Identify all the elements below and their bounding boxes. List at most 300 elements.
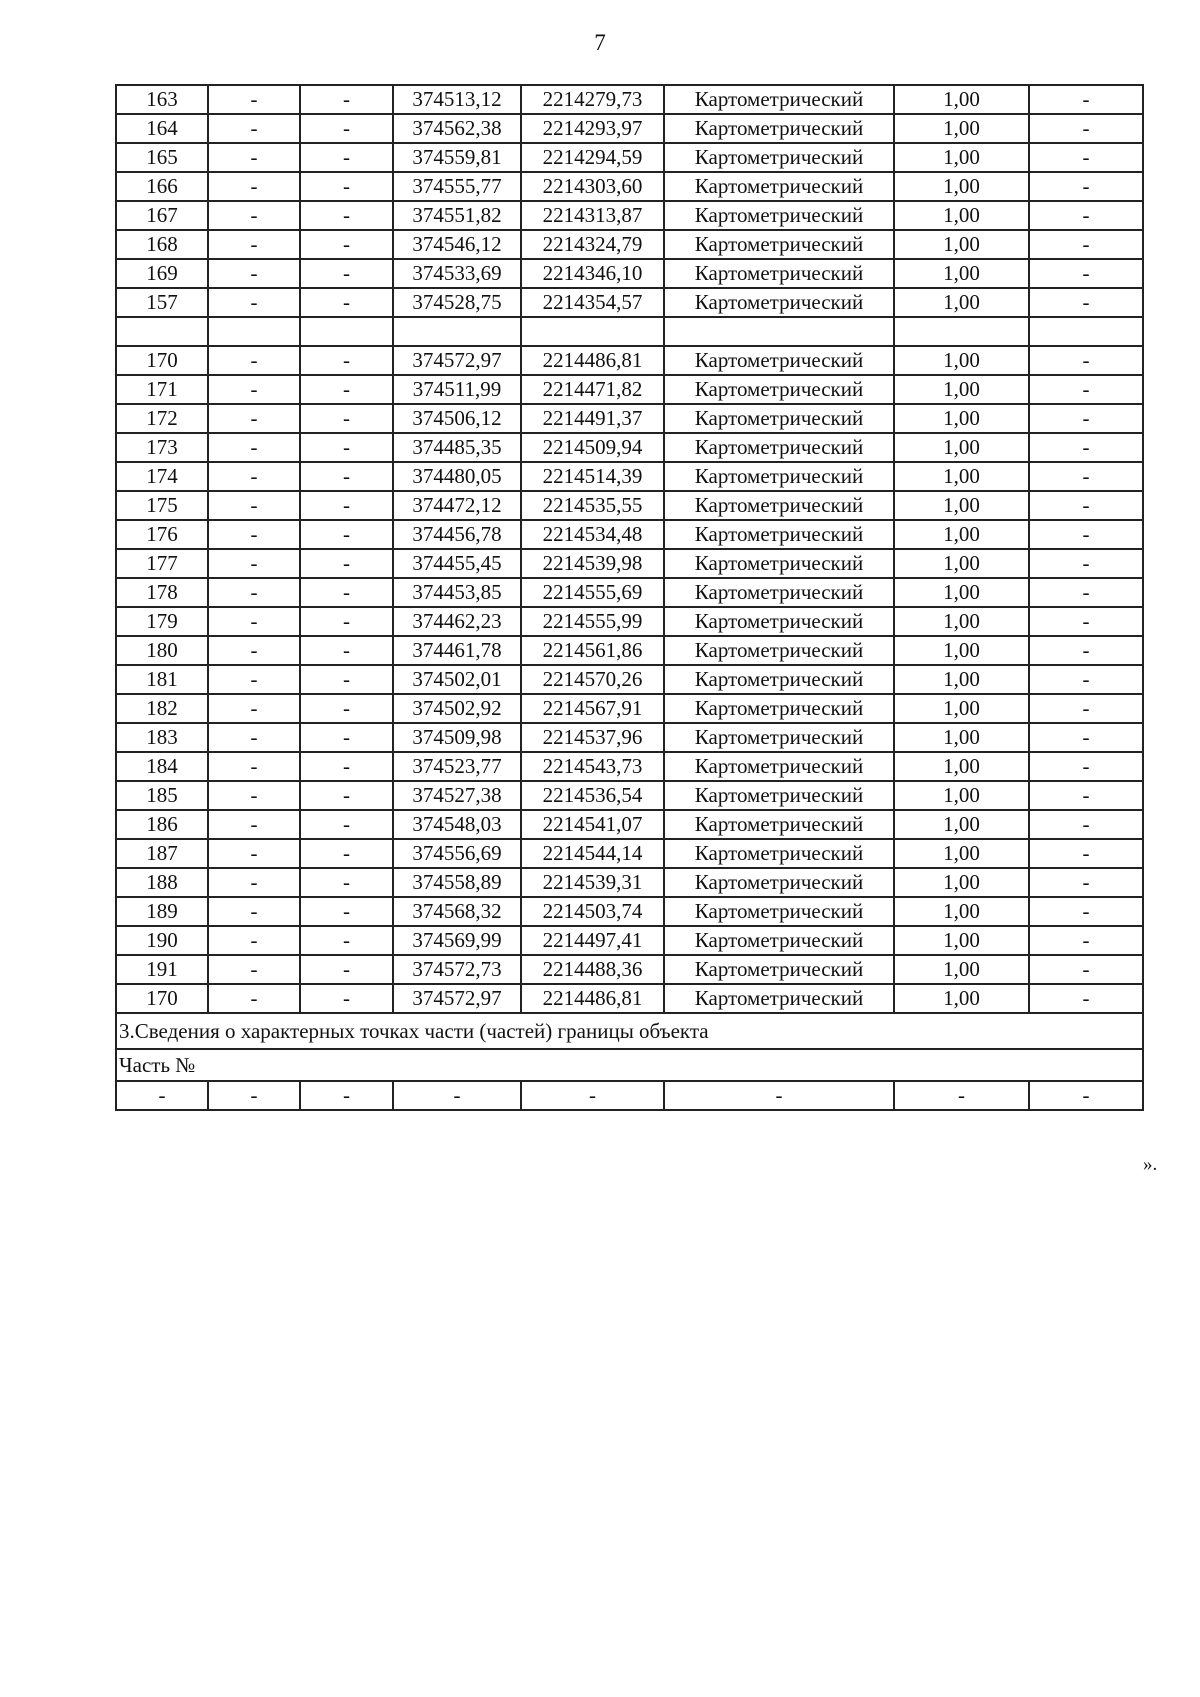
table-cell: - bbox=[208, 984, 300, 1013]
table-cell: 1,00 bbox=[894, 636, 1029, 665]
table-cell: - bbox=[208, 549, 300, 578]
table-cell: 374556,69 bbox=[393, 839, 521, 868]
table-cell: Картометрический bbox=[664, 375, 894, 404]
table-cell: 1,00 bbox=[894, 346, 1029, 375]
table-row bbox=[116, 839, 1143, 868]
table-cell: 374572,97 bbox=[393, 984, 521, 1013]
table-cell: 174 bbox=[116, 462, 208, 491]
table-cell: - bbox=[300, 607, 393, 636]
table-row bbox=[116, 752, 1143, 781]
table-cell: - bbox=[208, 897, 300, 926]
table-cell: 2214313,87 bbox=[521, 201, 664, 230]
table-cell: - bbox=[208, 636, 300, 665]
table-cell: 374453,85 bbox=[393, 578, 521, 607]
table-cell bbox=[300, 317, 393, 346]
table-cell: Картометрический bbox=[664, 85, 894, 114]
table-cell: 374569,99 bbox=[393, 926, 521, 955]
table-cell: - bbox=[1029, 868, 1143, 897]
table-cell: Картометрический bbox=[664, 114, 894, 143]
table-cell: 2214303,60 bbox=[521, 172, 664, 201]
table-cell: - bbox=[300, 549, 393, 578]
table-cell bbox=[664, 317, 894, 346]
table-cell: 1,00 bbox=[894, 462, 1029, 491]
table-cell: 374551,82 bbox=[393, 201, 521, 230]
table-cell: 173 bbox=[116, 433, 208, 462]
table-cell: - bbox=[208, 868, 300, 897]
table-cell: 1,00 bbox=[894, 607, 1029, 636]
table-cell: 2214534,48 bbox=[521, 520, 664, 549]
table-row bbox=[116, 810, 1143, 839]
table-cell: 188 bbox=[116, 868, 208, 897]
table-cell: - bbox=[1029, 346, 1143, 375]
table-cell: 374559,81 bbox=[393, 143, 521, 172]
table-cell: - bbox=[300, 578, 393, 607]
table-cell: - bbox=[1029, 143, 1143, 172]
table-cell: 374480,05 bbox=[393, 462, 521, 491]
table-cell: 177 bbox=[116, 549, 208, 578]
table-row bbox=[116, 723, 1143, 752]
table-cell: 2214543,73 bbox=[521, 752, 664, 781]
table-cell: - bbox=[300, 955, 393, 984]
table-cell: Картометрический bbox=[664, 694, 894, 723]
table-cell: - bbox=[1029, 230, 1143, 259]
table-row bbox=[116, 143, 1143, 172]
part-label-row bbox=[116, 1049, 1143, 1081]
points-block-2 bbox=[116, 346, 1143, 1013]
table-row bbox=[116, 288, 1143, 317]
table-cell: - bbox=[300, 375, 393, 404]
table-cell: 1,00 bbox=[894, 85, 1029, 114]
table-cell: 2214567,91 bbox=[521, 694, 664, 723]
table-cell: - bbox=[300, 404, 393, 433]
table-cell: - bbox=[1029, 404, 1143, 433]
table-cell: 2214497,41 bbox=[521, 926, 664, 955]
table-cell: 180 bbox=[116, 636, 208, 665]
table-cell: 1,00 bbox=[894, 810, 1029, 839]
page-number: 7 bbox=[594, 30, 606, 55]
table-cell: Картометрический bbox=[664, 810, 894, 839]
table-cell: - bbox=[894, 1081, 1029, 1110]
table-cell: - bbox=[208, 665, 300, 694]
table-cell: Картометрический bbox=[664, 607, 894, 636]
table-cell: Картометрический bbox=[664, 549, 894, 578]
table-row bbox=[116, 549, 1143, 578]
table-cell: 169 bbox=[116, 259, 208, 288]
table-cell: Картометрический bbox=[664, 781, 894, 810]
table-row bbox=[116, 491, 1143, 520]
table-cell: 1,00 bbox=[894, 172, 1029, 201]
table-cell: Картометрический bbox=[664, 346, 894, 375]
table-cell: - bbox=[521, 1081, 664, 1110]
table-cell: 374455,45 bbox=[393, 549, 521, 578]
table-cell: 2214509,94 bbox=[521, 433, 664, 462]
table-cell: Картометрический bbox=[664, 404, 894, 433]
table-cell: 2214354,57 bbox=[521, 288, 664, 317]
table-cell: Картометрический bbox=[664, 172, 894, 201]
table-row bbox=[116, 172, 1143, 201]
table-row bbox=[116, 984, 1143, 1013]
table-cell: 184 bbox=[116, 752, 208, 781]
table-cell: 1,00 bbox=[894, 520, 1029, 549]
table-cell: - bbox=[208, 201, 300, 230]
table-cell: 374572,97 bbox=[393, 346, 521, 375]
table-cell: - bbox=[208, 288, 300, 317]
table-cell: Картометрический bbox=[664, 491, 894, 520]
table-cell: 374511,99 bbox=[393, 375, 521, 404]
table-cell: 374472,12 bbox=[393, 491, 521, 520]
table-cell: - bbox=[300, 723, 393, 752]
table-cell: 374462,23 bbox=[393, 607, 521, 636]
table-cell: 374562,38 bbox=[393, 114, 521, 143]
table-cell: 178 bbox=[116, 578, 208, 607]
table-cell: - bbox=[300, 810, 393, 839]
table-cell: - bbox=[208, 346, 300, 375]
table-cell: Картометрический bbox=[664, 926, 894, 955]
table-cell: - bbox=[300, 288, 393, 317]
section-3-block bbox=[116, 1013, 1143, 1110]
table-cell: Картометрический bbox=[664, 897, 894, 926]
table-cell: - bbox=[208, 491, 300, 520]
table-row bbox=[116, 404, 1143, 433]
table-cell: 374461,78 bbox=[393, 636, 521, 665]
table-row bbox=[116, 868, 1143, 897]
table-cell: - bbox=[1029, 665, 1143, 694]
table-cell: - bbox=[1029, 897, 1143, 926]
points-block-1 bbox=[116, 85, 1143, 317]
table-cell: - bbox=[1029, 172, 1143, 201]
table-cell: - bbox=[1029, 839, 1143, 868]
table-cell: - bbox=[208, 433, 300, 462]
table-cell: - bbox=[1029, 955, 1143, 984]
table-cell: 374572,73 bbox=[393, 955, 521, 984]
table-cell: 374527,38 bbox=[393, 781, 521, 810]
table-cell: - bbox=[208, 810, 300, 839]
table-cell: - bbox=[208, 926, 300, 955]
table-cell: 2214555,69 bbox=[521, 578, 664, 607]
table-cell: Картометрический bbox=[664, 665, 894, 694]
table-cell: - bbox=[208, 462, 300, 491]
table-row bbox=[116, 926, 1143, 955]
table-cell: 374533,69 bbox=[393, 259, 521, 288]
table-cell: 190 bbox=[116, 926, 208, 955]
table-cell: 2214555,99 bbox=[521, 607, 664, 636]
table-cell: - bbox=[300, 752, 393, 781]
table-row bbox=[116, 462, 1143, 491]
table-cell: 191 bbox=[116, 955, 208, 984]
table-cell: - bbox=[300, 346, 393, 375]
table-row bbox=[116, 346, 1143, 375]
table-row bbox=[116, 85, 1143, 114]
table-cell: 2214561,86 bbox=[521, 636, 664, 665]
table-cell: - bbox=[1029, 375, 1143, 404]
table-cell: - bbox=[1029, 433, 1143, 462]
table-cell bbox=[521, 317, 664, 346]
table-cell: - bbox=[300, 114, 393, 143]
table-cell: 166 bbox=[116, 172, 208, 201]
table-cell: 374568,32 bbox=[393, 897, 521, 926]
table-cell: - bbox=[300, 143, 393, 172]
table-cell: - bbox=[208, 607, 300, 636]
table-cell: 374509,98 bbox=[393, 723, 521, 752]
table-row bbox=[116, 259, 1143, 288]
table-cell: - bbox=[208, 781, 300, 810]
table-cell: Картометрический bbox=[664, 520, 894, 549]
table-cell: 1,00 bbox=[894, 143, 1029, 172]
table-cell: 374548,03 bbox=[393, 810, 521, 839]
table-cell: - bbox=[300, 636, 393, 665]
table-cell: - bbox=[208, 955, 300, 984]
table-cell: Картометрический bbox=[664, 752, 894, 781]
table-cell: - bbox=[208, 1081, 300, 1110]
table-cell: - bbox=[208, 839, 300, 868]
table-cell: - bbox=[300, 984, 393, 1013]
table-cell: Картометрический bbox=[664, 839, 894, 868]
table-cell: - bbox=[1029, 462, 1143, 491]
table-cell: - bbox=[1029, 578, 1143, 607]
table-cell: - bbox=[208, 375, 300, 404]
table-cell: 164 bbox=[116, 114, 208, 143]
table-cell: 374558,89 bbox=[393, 868, 521, 897]
table-row bbox=[116, 201, 1143, 230]
table-cell: 186 bbox=[116, 810, 208, 839]
table-cell: - bbox=[208, 85, 300, 114]
table-cell: - bbox=[208, 694, 300, 723]
table-cell: 2214544,14 bbox=[521, 839, 664, 868]
table-cell: - bbox=[208, 230, 300, 259]
table-cell: 167 bbox=[116, 201, 208, 230]
table-cell bbox=[116, 317, 208, 346]
table-cell: - bbox=[1029, 114, 1143, 143]
table-cell: - bbox=[300, 259, 393, 288]
table-cell: 1,00 bbox=[894, 868, 1029, 897]
table-cell: 2214535,55 bbox=[521, 491, 664, 520]
table-cell: 176 bbox=[116, 520, 208, 549]
table-cell: 2214570,26 bbox=[521, 665, 664, 694]
table-cell: 2214541,07 bbox=[521, 810, 664, 839]
table-cell: - bbox=[1029, 926, 1143, 955]
table-cell: 1,00 bbox=[894, 897, 1029, 926]
table-cell: 374523,77 bbox=[393, 752, 521, 781]
table-cell: - bbox=[1029, 549, 1143, 578]
table-cell: - bbox=[300, 839, 393, 868]
table-cell: 1,00 bbox=[894, 578, 1029, 607]
table-cell bbox=[1029, 317, 1143, 346]
table-cell: Картометрический bbox=[664, 259, 894, 288]
table-cell: - bbox=[1029, 752, 1143, 781]
table-cell: 2214279,73 bbox=[521, 85, 664, 114]
table-cell: 1,00 bbox=[894, 781, 1029, 810]
table-cell: 374555,77 bbox=[393, 172, 521, 201]
table-cell: - bbox=[1029, 491, 1143, 520]
section-3-title: 3.Сведения о характерных точках части (частей) границы объекта bbox=[116, 1013, 1143, 1049]
table-cell: - bbox=[1029, 607, 1143, 636]
table-cell: - bbox=[300, 694, 393, 723]
table-cell: - bbox=[1029, 781, 1143, 810]
table-cell: - bbox=[300, 781, 393, 810]
table-cell: 170 bbox=[116, 346, 208, 375]
table-cell: 1,00 bbox=[894, 491, 1029, 520]
table-cell: 170 bbox=[116, 984, 208, 1013]
table-cell: 181 bbox=[116, 665, 208, 694]
table-cell: - bbox=[116, 1081, 208, 1110]
table-cell: 163 bbox=[116, 85, 208, 114]
table-cell: - bbox=[300, 665, 393, 694]
part-number-label: Часть № bbox=[116, 1049, 1143, 1081]
table-cell: - bbox=[1029, 259, 1143, 288]
table-cell: 1,00 bbox=[894, 839, 1029, 868]
table-cell: 2214539,98 bbox=[521, 549, 664, 578]
table-cell: 2214537,96 bbox=[521, 723, 664, 752]
table-row bbox=[116, 694, 1143, 723]
table-cell: - bbox=[300, 172, 393, 201]
table-cell: 374456,78 bbox=[393, 520, 521, 549]
table-cell: - bbox=[208, 404, 300, 433]
table-cell: 1,00 bbox=[894, 404, 1029, 433]
table-cell: - bbox=[1029, 810, 1143, 839]
table-row bbox=[116, 781, 1143, 810]
table-cell: 2214536,54 bbox=[521, 781, 664, 810]
table-cell: Картометрический bbox=[664, 955, 894, 984]
table-cell: - bbox=[300, 462, 393, 491]
table-row bbox=[116, 520, 1143, 549]
table-cell: 1,00 bbox=[894, 752, 1029, 781]
table-cell: - bbox=[300, 85, 393, 114]
table-row bbox=[116, 665, 1143, 694]
table-cell: - bbox=[1029, 85, 1143, 114]
table-row bbox=[116, 433, 1143, 462]
table-cell: Картометрический bbox=[664, 143, 894, 172]
separator-block bbox=[116, 317, 1143, 346]
table-cell: - bbox=[208, 520, 300, 549]
table-cell: 2214486,81 bbox=[521, 346, 664, 375]
table-cell: - bbox=[1029, 520, 1143, 549]
table-cell: 374506,12 bbox=[393, 404, 521, 433]
table-cell: 1,00 bbox=[894, 114, 1029, 143]
table-cell: Картометрический bbox=[664, 230, 894, 259]
table-cell: Картометрический bbox=[664, 288, 894, 317]
table-cell: 1,00 bbox=[894, 549, 1029, 578]
table-cell: 183 bbox=[116, 723, 208, 752]
table-cell: 182 bbox=[116, 694, 208, 723]
table-cell: Картометрический bbox=[664, 201, 894, 230]
table-cell: - bbox=[664, 1081, 894, 1110]
table-cell: 2214293,97 bbox=[521, 114, 664, 143]
table-cell: - bbox=[208, 723, 300, 752]
table-cell: - bbox=[300, 1081, 393, 1110]
table-cell: Картометрический bbox=[664, 984, 894, 1013]
table-cell: 171 bbox=[116, 375, 208, 404]
table-row bbox=[116, 636, 1143, 665]
table-cell: - bbox=[1029, 201, 1143, 230]
table-cell: 172 bbox=[116, 404, 208, 433]
table-cell: 2214488,36 bbox=[521, 955, 664, 984]
blank-separator-row bbox=[116, 317, 1143, 346]
table-cell: Картометрический bbox=[664, 462, 894, 491]
table-row bbox=[116, 607, 1143, 636]
table-cell: 2214346,10 bbox=[521, 259, 664, 288]
table-cell: - bbox=[208, 259, 300, 288]
table-cell: 374546,12 bbox=[393, 230, 521, 259]
table-cell: 1,00 bbox=[894, 723, 1029, 752]
table-cell: 2214471,82 bbox=[521, 375, 664, 404]
table-cell: - bbox=[1029, 723, 1143, 752]
table-cell: - bbox=[300, 491, 393, 520]
table-cell: 1,00 bbox=[894, 230, 1029, 259]
table-cell: - bbox=[300, 897, 393, 926]
table-cell: 1,00 bbox=[894, 926, 1029, 955]
table-cell: - bbox=[300, 230, 393, 259]
table-cell: 187 bbox=[116, 839, 208, 868]
table-cell: 185 bbox=[116, 781, 208, 810]
table-cell: 1,00 bbox=[894, 665, 1029, 694]
table-cell: - bbox=[208, 752, 300, 781]
closing-quote: ». bbox=[1143, 1154, 1158, 1175]
table-cell: 1,00 bbox=[894, 433, 1029, 462]
table-cell: - bbox=[300, 926, 393, 955]
table-cell: 165 bbox=[116, 143, 208, 172]
table-cell: 1,00 bbox=[894, 694, 1029, 723]
part-values-row bbox=[116, 1081, 1143, 1110]
table-cell: - bbox=[300, 520, 393, 549]
table-cell: - bbox=[1029, 694, 1143, 723]
table-cell: 374513,12 bbox=[393, 85, 521, 114]
table-cell: Картометрический bbox=[664, 578, 894, 607]
section-3-row bbox=[116, 1013, 1143, 1049]
table-cell: 1,00 bbox=[894, 288, 1029, 317]
table-cell bbox=[894, 317, 1029, 346]
table-row bbox=[116, 230, 1143, 259]
table-cell: 374502,92 bbox=[393, 694, 521, 723]
table-cell: 2214539,31 bbox=[521, 868, 664, 897]
table-cell: - bbox=[208, 172, 300, 201]
table-cell: 374528,75 bbox=[393, 288, 521, 317]
table-cell: 2214491,37 bbox=[521, 404, 664, 433]
table-cell: - bbox=[1029, 636, 1143, 665]
table-cell: - bbox=[208, 143, 300, 172]
table-cell: 2214514,39 bbox=[521, 462, 664, 491]
table-row bbox=[116, 375, 1143, 404]
table-cell: - bbox=[300, 201, 393, 230]
table-cell: - bbox=[1029, 984, 1143, 1013]
table-cell: - bbox=[393, 1081, 521, 1110]
table-cell bbox=[208, 317, 300, 346]
table-cell: 1,00 bbox=[894, 259, 1029, 288]
table-row bbox=[116, 955, 1143, 984]
table-cell: Картометрический bbox=[664, 723, 894, 752]
table-cell: Картометрический bbox=[664, 636, 894, 665]
table-cell: 1,00 bbox=[894, 201, 1029, 230]
table-row bbox=[116, 114, 1143, 143]
table-cell: 1,00 bbox=[894, 955, 1029, 984]
table-cell: 2214486,81 bbox=[521, 984, 664, 1013]
table-cell: 179 bbox=[116, 607, 208, 636]
table-cell: - bbox=[1029, 288, 1143, 317]
table-cell: 2214294,59 bbox=[521, 143, 664, 172]
table-cell: 2214503,74 bbox=[521, 897, 664, 926]
table-cell: - bbox=[208, 114, 300, 143]
table-cell: 175 bbox=[116, 491, 208, 520]
table-cell: 374485,35 bbox=[393, 433, 521, 462]
table-cell: - bbox=[300, 433, 393, 462]
table-cell: Картометрический bbox=[664, 868, 894, 897]
table-cell: 1,00 bbox=[894, 984, 1029, 1013]
table-cell: - bbox=[1029, 1081, 1143, 1110]
table-cell: 2214324,79 bbox=[521, 230, 664, 259]
table-cell: 189 bbox=[116, 897, 208, 926]
coordinates-table bbox=[115, 84, 1144, 1111]
table-cell: - bbox=[208, 578, 300, 607]
table-cell: 374502,01 bbox=[393, 665, 521, 694]
